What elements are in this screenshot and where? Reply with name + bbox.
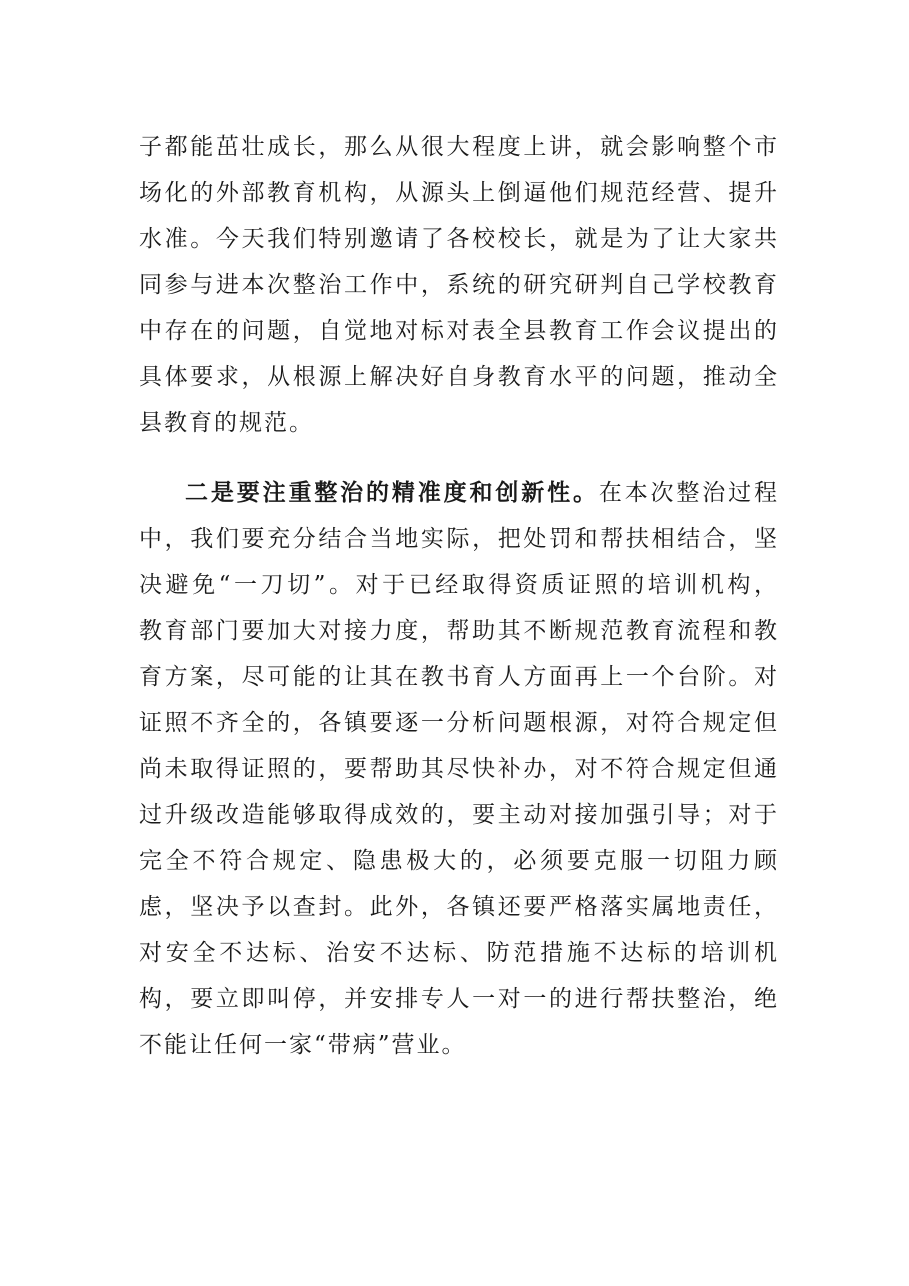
paragraph-line: 育方案，尽可能的让其在教书育人方面再上一个台阶。对 (139, 664, 779, 690)
paragraph-line: 场化的外部教育机构，从源头上倒逼他们规范经营、提升 (139, 180, 779, 206)
paragraph-line: 尚未取得证照的，要帮助其尽快补办，对不符合规定但通 (139, 756, 779, 782)
paragraph-line: 具体要求，从根源上解决好自身教育水平的问题，推动全 (139, 364, 779, 390)
paragraph-line: 对安全不达标、治安不达标、防范措施不达标的培训机 (139, 940, 779, 966)
paragraph-line: 子都能茁壮成长，那么从很大程度上讲，就会影响整个市 (139, 134, 779, 160)
paragraph-first-line-text: 在本次整治过程 (598, 480, 779, 506)
paragraph-line: 虑，坚决予以查封。此外，各镇还要严格落实属地责任， (139, 894, 779, 920)
paragraph-lead-heading: 二是要注重整治的精准度和创新性。 (185, 479, 599, 506)
paragraph-line: 县教育的规范。 (139, 410, 314, 436)
paragraph-line: 教育部门要加大对接力度，帮助其不断规范教育流程和教 (139, 618, 779, 644)
paragraph-line: 完全不符合规定、隐患极大的，必须要克服一切阻力顾 (139, 848, 779, 874)
paragraph-first-line (139, 470, 779, 516)
paragraph-line: 不能让任何一家“带病”营业。 (139, 1032, 467, 1058)
paragraph-2 (139, 470, 779, 1068)
paragraph-line: 水准。今天我们特别邀请了各校校长，就是为了让大家共 (139, 226, 779, 252)
paragraph-line: 构，要立即叫停，并安排专人一对一的进行帮扶整治，绝 (139, 986, 779, 1012)
paragraph-1 (139, 124, 779, 446)
paragraph-line: 过升级改造能够取得成效的，要主动对接加强引导；对于 (139, 802, 779, 828)
paragraph-line: 决避免“一刀切”。对于已经取得资质证照的培训机构， (139, 572, 779, 598)
paragraph-line: 证照不齐全的，各镇要逐一分析问题根源，对符合规定但 (139, 710, 779, 736)
paragraph-line: 同参与进本次整治工作中，系统的研究研判自己学校教育 (139, 272, 779, 298)
paragraph-line: 中，我们要充分结合当地实际，把处罚和帮扶相结合，坚 (139, 526, 779, 552)
paragraph-line: 中存在的问题，自觉地对标对表全县教育工作会议提出的 (139, 318, 779, 344)
